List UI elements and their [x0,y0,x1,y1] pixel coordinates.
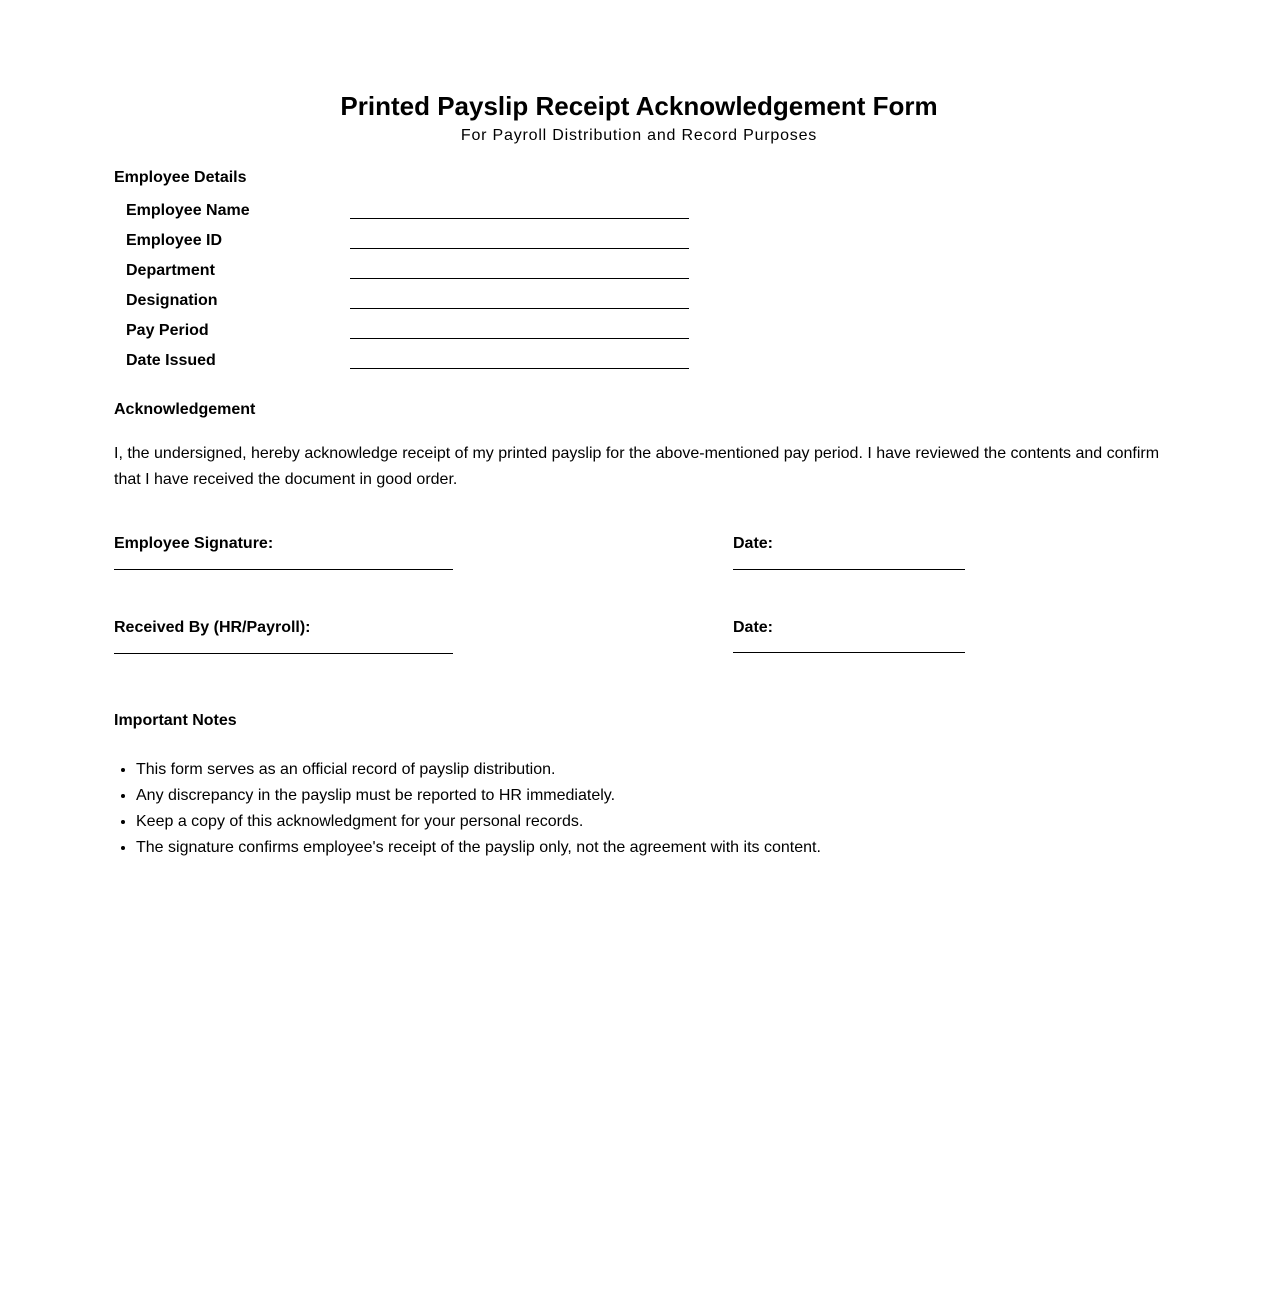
employee-details-heading: Employee Details [114,169,247,186]
form-subtitle: For Payroll Distribution and Record Purposes [460,127,818,144]
department-field[interactable] [350,278,689,279]
department-label: Department [126,262,215,279]
employee-signature-line[interactable] [114,569,453,570]
pay-period-label: Pay Period [126,322,209,339]
date-issued-field[interactable] [350,368,689,369]
note-item: • Keep a copy of this acknowledgment for your personal records. [136,809,821,835]
designation-field[interactable] [350,308,689,309]
pay-period-field[interactable] [350,338,689,339]
acknowledgement-text: I, the undersigned, hereby acknowledge receipt of my printed payslip for the above-mentioned pay period. I have reviewed the contents and confirm that I have received the document in good order. [114,445,1160,488]
employee-id-label: Employee ID [126,232,223,249]
designation-label: Designation [126,292,218,309]
received-by-label: Received By (HR/Payroll): [114,619,311,636]
employee-signature-label: Employee Signature: [114,535,274,552]
note-item: • The signature confirms employee's receipt of the payslip only, not the agreement with its content. [136,835,821,861]
acknowledgement-heading: Acknowledgement [114,401,256,418]
note-item: • This form serves as an official record of payslip distribution. [136,757,821,783]
form-title: Printed Payslip Receipt Acknowledgement Form [340,91,938,121]
note-item: • Any discrepancy in the payslip must be reported to HR immediately. [136,783,821,809]
employee-id-field[interactable] [350,248,689,249]
employee-name-field[interactable] [350,218,689,219]
received-date-label: Date: [733,619,774,636]
employee-date-label: Date: [733,535,774,552]
received-date-line[interactable] [733,652,965,653]
date-issued-label: Date Issued [126,352,216,369]
important-notes-list [114,757,821,861]
received-by-line[interactable] [114,653,453,654]
employee-date-line[interactable] [733,569,965,570]
employee-name-label: Employee Name [126,202,250,219]
important-notes-heading: Important Notes [114,712,237,729]
